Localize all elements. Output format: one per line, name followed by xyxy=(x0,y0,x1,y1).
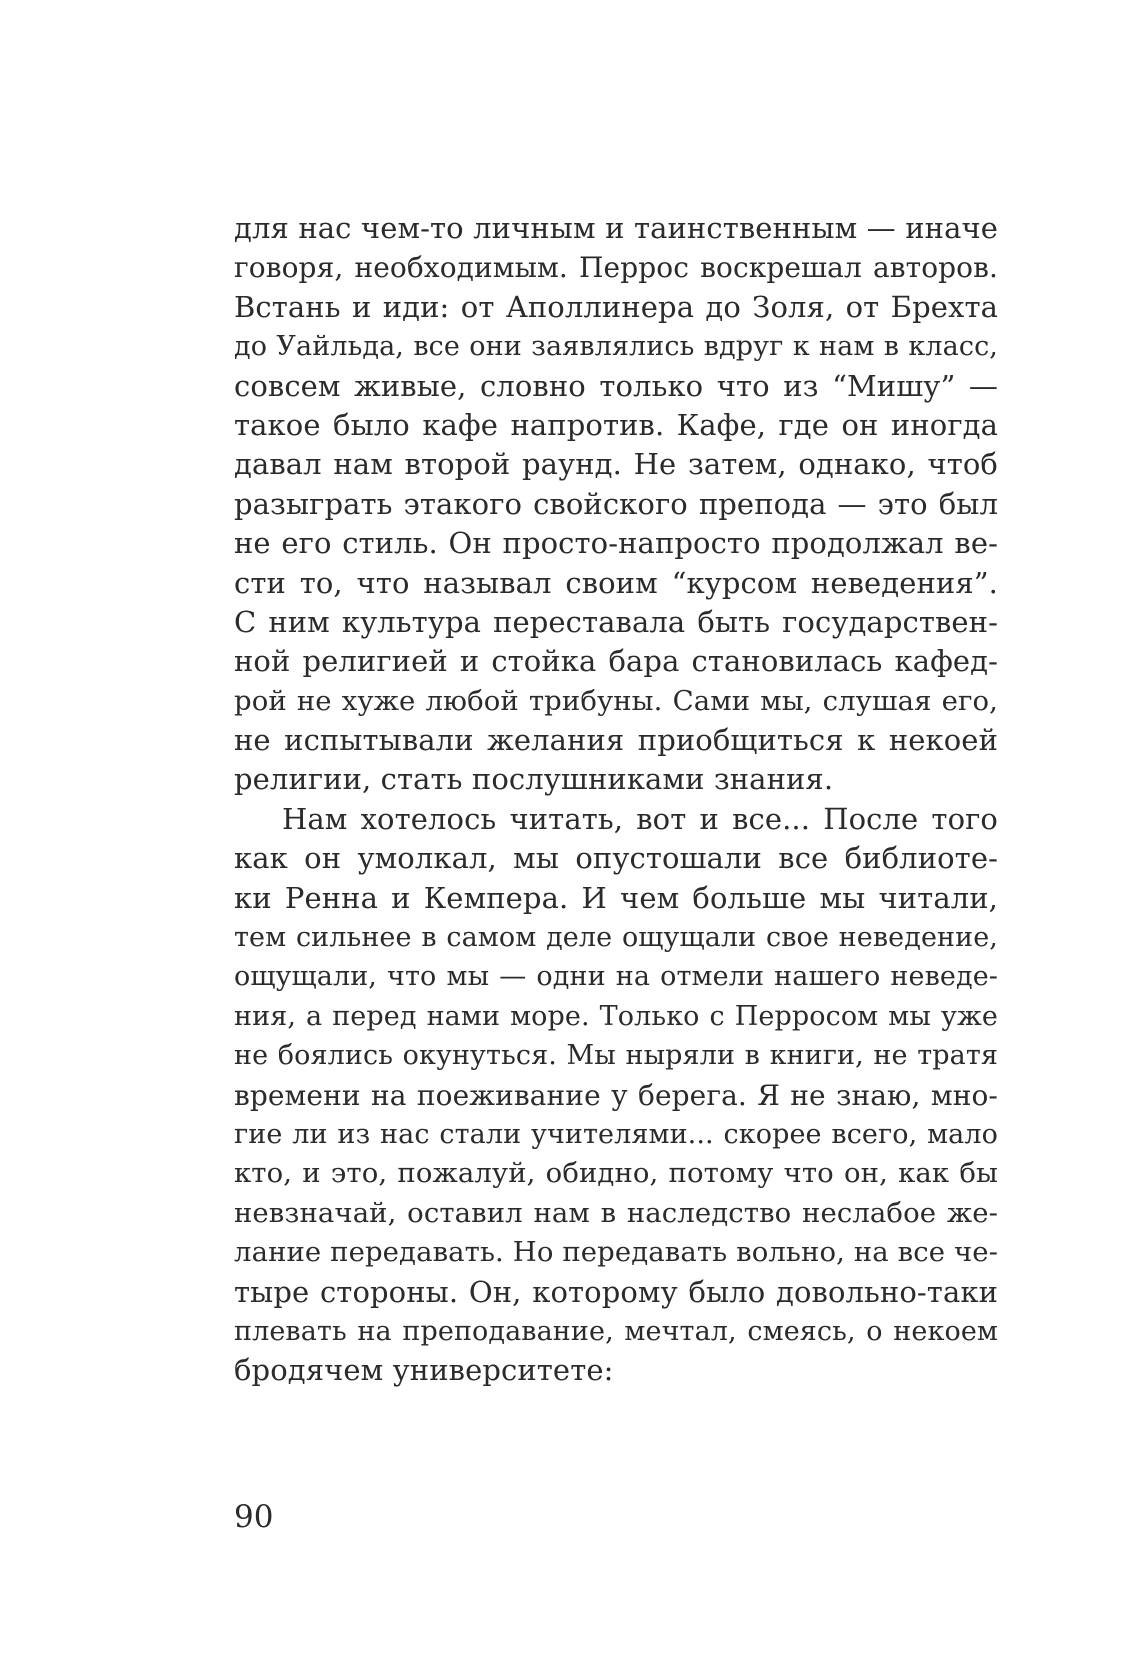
text-line: говоря, необходимым. Перрос воскрешал авторов. xyxy=(234,251,998,285)
text-line: кто, и это, пожалуй, обидно, потому что он, как бы xyxy=(234,1157,998,1190)
text-line: до Уайльда, все они заявлялись вдруг к нам в класс, xyxy=(234,331,998,363)
text-line: Нам хотелось читать, вот и все... После того xyxy=(282,801,998,836)
text-line: такое было кафе напротив. Кафе, где он иногда xyxy=(234,407,998,442)
text-line: разыграть этакого свойского препода — это был xyxy=(234,486,998,521)
body-text xyxy=(234,209,998,1391)
text-line: С ним культура переставала быть государствен- xyxy=(234,604,998,639)
text-line: как он умолкал, мы опустошали все библиоте- xyxy=(234,841,998,876)
text-line: плевать на преподавание, мечтал, смеясь, о некоем xyxy=(234,1315,998,1347)
paragraph-2 xyxy=(234,800,998,1391)
text-line: Встань и иди: от Аполлинера до Золя, от Брехта xyxy=(234,289,998,324)
text-line: тыре стороны. Он, которому было довольно-таки xyxy=(234,1274,998,1309)
text-line: ки Ренна и Кемпера. И чем больше мы читали, xyxy=(234,880,998,915)
text-line: лание передавать. Но передавать вольно, на все че- xyxy=(234,1236,998,1269)
text-line: бродячем университете: xyxy=(234,1353,614,1388)
text-line: не испытывали желания приобщиться к некоей xyxy=(234,723,998,758)
text-line: не боялись окунуться. Мы ныряли в книги, не тратя xyxy=(234,1040,998,1072)
page-number: 90 xyxy=(234,1499,274,1535)
text-line: ной религией и стойка бара становилась кафед- xyxy=(234,644,998,679)
text-line: сти то, что называл своим “курсом неведения”. xyxy=(234,565,998,600)
text-line: гие ли из нас стали учителями... скорее всего, мало xyxy=(234,1118,998,1150)
text-line: ощущали, что мы — одни на отмели нашего неведе- xyxy=(234,961,998,993)
text-line: невзначай, оставил нам в наследство неслабое же- xyxy=(234,1196,998,1229)
text-line: времени на поеживание у берега. Я не знаю, мно- xyxy=(234,1078,998,1112)
text-line: давал нам второй раунд. Не затем, однако, чтоб xyxy=(234,447,998,482)
text-line: ния, а перед нами море. Только с Перросом мы уже xyxy=(234,1000,998,1032)
text-line: религии, стать послушниками знания. xyxy=(234,762,834,797)
text-line: рой не хуже любой трибуны. Сами мы, слушая его, xyxy=(234,684,998,717)
text-line: для нас чем-то личным и таинственным — иначе xyxy=(234,211,998,245)
text-line: тем сильнее в самом деле ощущали свое неведение, xyxy=(234,922,998,954)
text-line: не его стиль. Он просто-напросто продолжал ве- xyxy=(234,526,998,561)
text-line: совсем живые, словно только что из “Мишу” — xyxy=(234,368,998,403)
paragraph-1 xyxy=(234,209,998,800)
